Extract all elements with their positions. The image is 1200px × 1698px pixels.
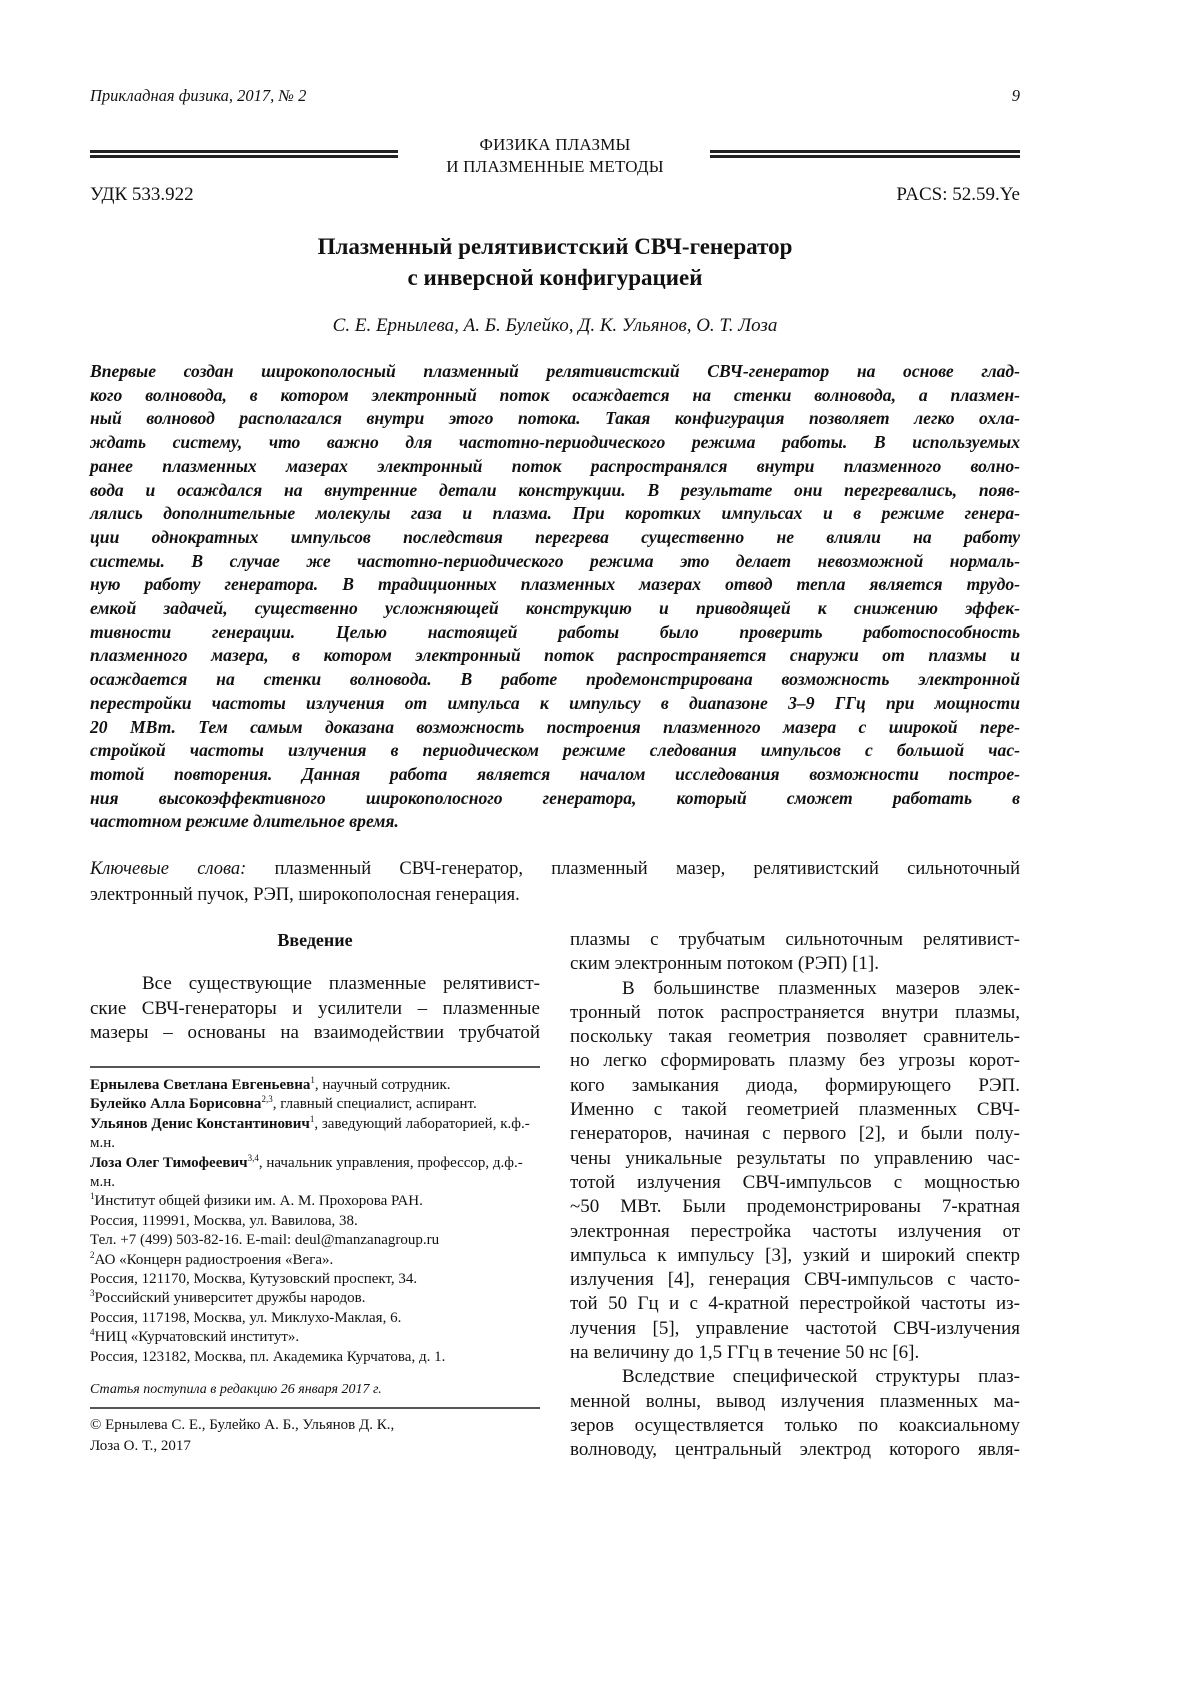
author-role: , научный сотрудник. (315, 1077, 451, 1093)
body-line: электронная перестройка частоты излучения от (570, 1220, 1020, 1244)
body-line: Именно с такой геометрией плазменных СВЧ- (570, 1098, 1020, 1122)
keywords-label: Ключевые слова: (90, 859, 246, 879)
affiliation-ref: 2,3 (261, 1094, 272, 1104)
body-line: лучения [5], управление частотой СВЧ-излучения (570, 1317, 1020, 1341)
author-role: , начальник управления, профессор, д.ф.-м.н. (90, 1155, 523, 1190)
footnote-area (90, 1066, 540, 1457)
affiliation-number: 2 (90, 1250, 95, 1260)
body-line: излучения [4], генерация СВЧ-импульсов с часто- (570, 1268, 1020, 1292)
author-name: Булейко Алла Борисовна (90, 1096, 261, 1112)
author-footnote (90, 1154, 540, 1193)
abstract-line: ния высокоэффективного широкополосного генератора, который сможет работать в (90, 787, 1020, 811)
body-line: чены уникальные результаты по управлению час- (570, 1147, 1020, 1171)
copyright (90, 1415, 540, 1457)
body-line: тотой излучения СВЧ-импульсов с мощностью (570, 1171, 1020, 1195)
author-name: Ернылева Светлана Евгеньевна (90, 1077, 310, 1093)
affiliation-ref: 1 (310, 1114, 315, 1124)
body-line: плазмы с трубчатым сильноточным релятивист- (570, 928, 1020, 952)
abstract-line: осаждается на стенки волновода. В работе продемонстрирована возможность электронной (90, 668, 1020, 692)
footnote-separator (90, 1066, 540, 1068)
affiliation-line (90, 1348, 540, 1367)
author-name: Ульянов Денис Константинович (90, 1116, 310, 1132)
affiliation-line (90, 1270, 540, 1289)
abstract-line: системы. В случае же частотно-периодического режима это делает невозможной нормаль- (90, 550, 1020, 574)
abstract-line: кого волновода, в котором электронный поток осаждается на стенки волновода, а плазмен- (90, 384, 1020, 408)
affiliation-line (90, 1289, 540, 1308)
body-line: ские СВЧ-генераторы и усилители – плазменные (90, 997, 540, 1021)
keywords-text: плазменный СВЧ-генератор, плазменный мазер, релятивистский сильноточный (275, 859, 1020, 879)
affiliation-text: Россия, 123182, Москва, пл. Академика Курчатова, д. 1. (90, 1349, 445, 1365)
body-line: той 50 Гц и с 4-кратной перестройкой частоты из- (570, 1292, 1020, 1316)
affiliation-number: 1 (90, 1191, 95, 1201)
paper-title (90, 231, 1020, 293)
body-line: зеров осуществляется только по коаксиальному (570, 1414, 1020, 1438)
affiliation-line (90, 1328, 540, 1347)
received-date: Статья поступила в редакцию 26 января 2017 г. (90, 1381, 540, 1399)
affiliation-line (90, 1192, 540, 1211)
section-heading-line: И ПЛАЗМЕННЫЕ МЕТОДЫ (400, 156, 710, 178)
abstract-line: 20 МВт. Тем самым доказана возможность построения плазменного мазера с широкой пере- (90, 716, 1020, 740)
page-number: 9 (1012, 86, 1020, 106)
abstract (90, 360, 1020, 834)
abstract-line: ции однократных импульсов последствия перегрева существенно не влияли на работу (90, 526, 1020, 550)
body-line: ским электронным потоком (РЭП) [1]. (570, 952, 1020, 976)
author-role: , главный специалист, аспирант. (273, 1096, 477, 1112)
body-line: генераторов, начиная с первого [2], и были полу- (570, 1122, 1020, 1146)
author-footnote (90, 1076, 540, 1095)
copyright-line: © Ернылева С. Е., Булейко А. Б., Ульянов Д. К., (90, 1415, 540, 1436)
author-name: Лоза Олег Тимофеевич (90, 1155, 248, 1171)
body-line: менной волны, вывод излучения плазменных ма- (570, 1390, 1020, 1414)
body-line: кого замыкания диода, формирующего РЭП. (570, 1074, 1020, 1098)
section-rule-right (710, 150, 1020, 158)
body-line: на величину до 1,5 ГГц в течение 50 нс [6]. (570, 1341, 1020, 1365)
affiliation-ref: 1 (310, 1075, 315, 1085)
affiliation-line (90, 1212, 540, 1231)
abstract-line: тотой повторения. Данная работа является началом исследования возможности построе- (90, 763, 1020, 787)
abstract-line: тивности генерации. Целью настоящей работы было проверить работоспособность (90, 621, 1020, 645)
introduction (90, 928, 540, 1045)
body-line: мазеры – основаны на взаимодействии трубчатой (90, 1021, 540, 1045)
copyright-separator (90, 1407, 540, 1409)
pacs-code: PACS: 52.59.Ye (896, 184, 1020, 206)
intro-heading: Введение (90, 928, 540, 952)
body-line: Все существующие плазменные релятивист- (90, 972, 540, 996)
author-footnotes (90, 1076, 540, 1367)
title-line: Плазменный релятивистский СВЧ-генератор (90, 231, 1020, 262)
body-line: но легко сформировать плазму без угрозы корот- (570, 1049, 1020, 1073)
copyright-line: Лоза О. Т., 2017 (90, 1436, 540, 1457)
affiliation-ref: 3,4 (248, 1153, 259, 1163)
affiliation-text: Тел. +7 (499) 503-82-16. E-mail: deul@manzanagroup.ru (90, 1232, 439, 1248)
abstract-line: ный волновод располагался внутри этого потока. Такая конфигурация позволяет легко охла- (90, 407, 1020, 431)
body-line: тронный поток распространяется внутри плазмы, (570, 1001, 1020, 1025)
abstract-line: лялись дополнительные молекулы газа и плазма. При коротких импульсах и в режиме генера- (90, 502, 1020, 526)
abstract-line: ждать систему, что важно для частотно-периодического режима работы. В используемых (90, 431, 1020, 455)
affiliation-text: НИЦ «Курчатовский институт». (95, 1329, 300, 1345)
abstract-line: емкой задачей, существенно усложняющей конструкцию и приводящей к снижению эффек- (90, 597, 1020, 621)
author-list: С. Е. Ернылева, А. Б. Булейко, Д. К. Ульянов, О. Т. Лоза (90, 315, 1020, 337)
affiliation-text: Российский университет дружбы народов. (95, 1290, 366, 1306)
body-line: Вследствие специфической структуры плаз- (570, 1365, 1020, 1389)
title-line: с инверсной конфигурацией (90, 262, 1020, 293)
affiliation-line (90, 1251, 540, 1270)
abstract-line: Впервые создан широкополосный плазменный релятивистский СВЧ-генератор на основе глад- (90, 360, 1020, 384)
body-line: поскольку такая геометрия позволяет сравнитель- (570, 1025, 1020, 1049)
udk-code: УДК 533.922 (90, 184, 194, 206)
affiliation-line (90, 1309, 540, 1328)
abstract-line: ранее плазменных мазерах электронный поток распространялся внутри плазменного волно- (90, 455, 1020, 479)
body-line: импульса к импульсу [3], узкий и широкий спектр (570, 1244, 1020, 1268)
section-heading-line: ФИЗИКА ПЛАЗМЫ (400, 134, 710, 156)
affiliation-text: Россия, 117198, Москва, ул. Миклухо-Маклая, 6. (90, 1310, 401, 1326)
section-heading (400, 134, 710, 178)
body-line: В большинстве плазменных мазеров элек- (570, 977, 1020, 1001)
abstract-line: плазменного мазера, в котором электронный поток распространяется снаружи от плазмы и (90, 644, 1020, 668)
body-line: волноводу, центральный электрод которого явля- (570, 1438, 1020, 1462)
abstract-line: перестройки частоты излучения от импульса к импульсу в диапазоне 3–9 ГГц при мощности (90, 692, 1020, 716)
affiliation-number: 3 (90, 1288, 95, 1298)
affiliation-line (90, 1231, 540, 1250)
keywords (90, 856, 1020, 908)
running-header-journal: Прикладная физика, 2017, № 2 (90, 86, 306, 106)
abstract-line: стройкой частоты излучения в периодическом режиме следования импульсов с большой час- (90, 739, 1020, 763)
abstract-line: частотном режиме длительное время. (90, 810, 1020, 834)
affiliation-text: Институт общей физики им. А. М. Прохорова РАН. (95, 1193, 423, 1209)
affiliation-text: Россия, 121170, Москва, Кутузовский проспект, 34. (90, 1271, 417, 1287)
section-rule-left (90, 150, 398, 158)
author-footnote (90, 1115, 540, 1154)
abstract-line: вода и осаждался на внутренние детали конструкции. В результате они перегревались, появ- (90, 479, 1020, 503)
author-role: , заведующий лабораторией, к.ф.-м.н. (90, 1116, 530, 1151)
keywords-text: электронный пучок, РЭП, широкополосная генерация. (90, 882, 1020, 908)
body-line: ~50 МВт. Были продемонстрированы 7-кратная (570, 1195, 1020, 1219)
affiliation-text: АО «Концерн радиостроения «Вега». (95, 1252, 334, 1268)
affiliation-text: Россия, 119991, Москва, ул. Вавилова, 38. (90, 1213, 358, 1229)
affiliation-number: 4 (90, 1327, 95, 1337)
right-column-text (570, 928, 1020, 1463)
author-footnote (90, 1095, 540, 1114)
abstract-line: ную работу генератора. В традиционных плазменных мазерах отвод тепла является трудо- (90, 573, 1020, 597)
